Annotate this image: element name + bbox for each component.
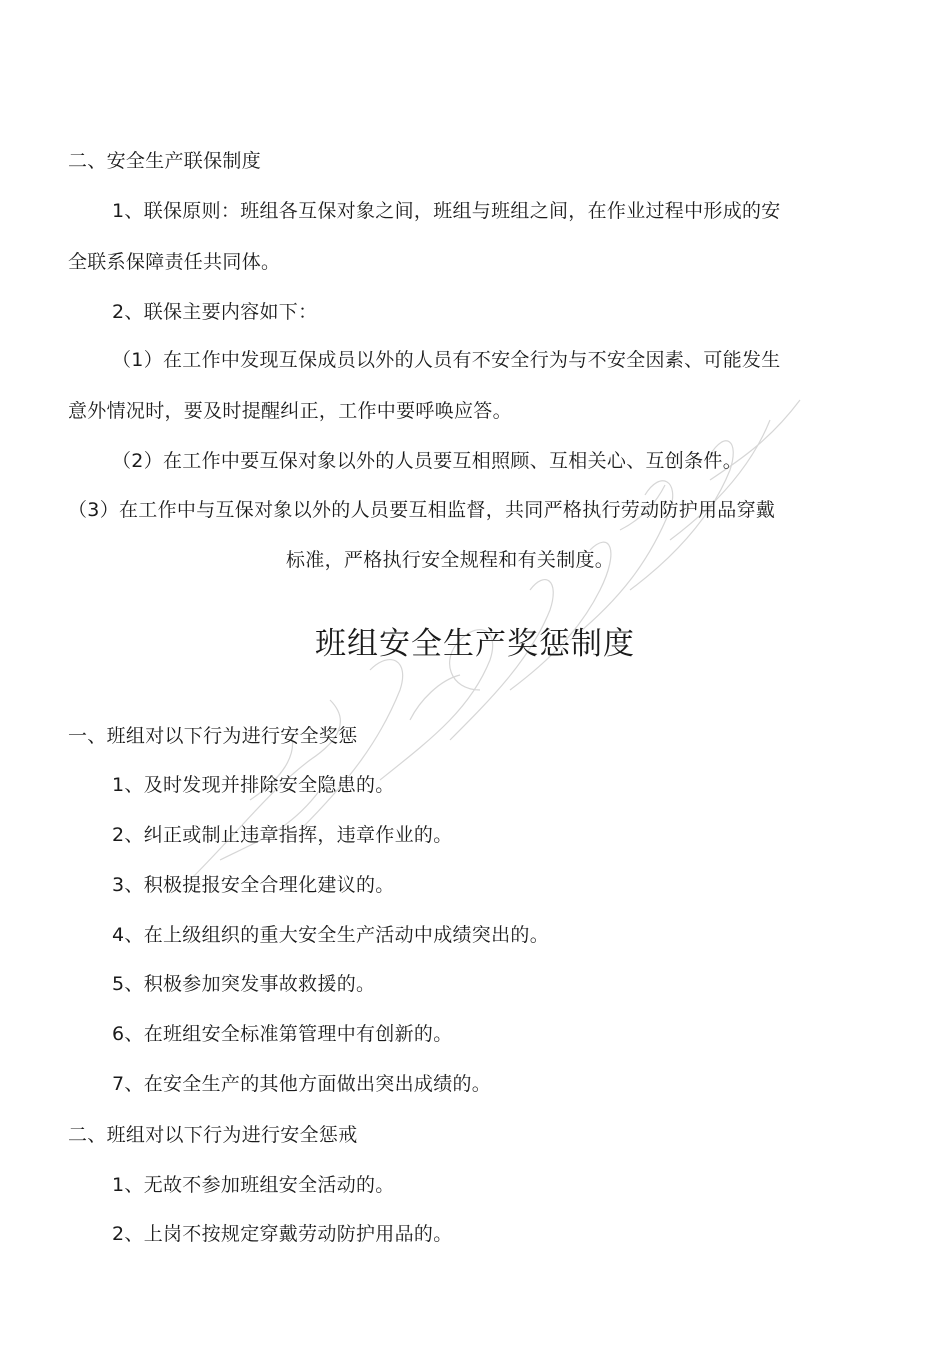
section-penalty-heading: 二、班组对以下行为进行安全惩戒: [68, 1124, 358, 1146]
joint-sub3-line1: （3）在工作中与互保对象以外的人员要互相监督，共同严格执行劳动防护用品穿戴: [68, 499, 776, 521]
joint-item2: 2、联保主要内容如下：: [112, 301, 318, 323]
penalty-item-1: 1、无故不参加班组安全活动的。: [112, 1174, 395, 1196]
reward-item-2: 2、纠正或制止违章指挥，违章作业的。: [112, 824, 453, 846]
reward-item-3: 3、积极提报安全合理化建议的。: [112, 874, 395, 896]
reward-item-4: 4、在上级组织的重大安全生产活动中成绩突出的。: [112, 924, 549, 946]
section-reward-heading: 一、班组对以下行为进行安全奖惩: [68, 725, 358, 747]
joint-sub1-line2: 意外情况时，要及时提醒纠正，工作中要呼唤应答。: [68, 400, 512, 422]
reward-item-1: 1、及时发现并排除安全隐患的。: [112, 774, 395, 796]
joint-sub2: （2）在工作中要互保对象以外的人员要互相照顾、互相关心、互创条件。: [112, 450, 742, 472]
joint-sub3-line2: 标准，严格执行安全规程和有关制度。: [286, 549, 615, 571]
reward-item-5: 5、积极参加突发事故救援的。: [112, 973, 376, 995]
reward-item-7: 7、在安全生产的其他方面做出突出成绩的。: [112, 1073, 492, 1095]
joint-item1-line2: 全联系保障责任共同体。: [68, 251, 281, 273]
page-title: 班组安全生产奖惩制度: [315, 626, 635, 662]
joint-sub1-line1: （1）在工作中发现互保成员以外的人员有不安全行为与不安全因素、可能发生: [112, 349, 781, 371]
joint-item1-line1: 1、联保原则：班组各互保对象之间，班组与班组之间，在作业过程中形成的安: [112, 200, 781, 222]
reward-item-6: 6、在班组安全标准第管理中有创新的。: [112, 1023, 453, 1045]
penalty-item-2: 2、上岗不按规定穿戴劳动防护用品的。: [112, 1223, 453, 1245]
section-joint-heading: 二、安全生产联保制度: [68, 150, 262, 172]
